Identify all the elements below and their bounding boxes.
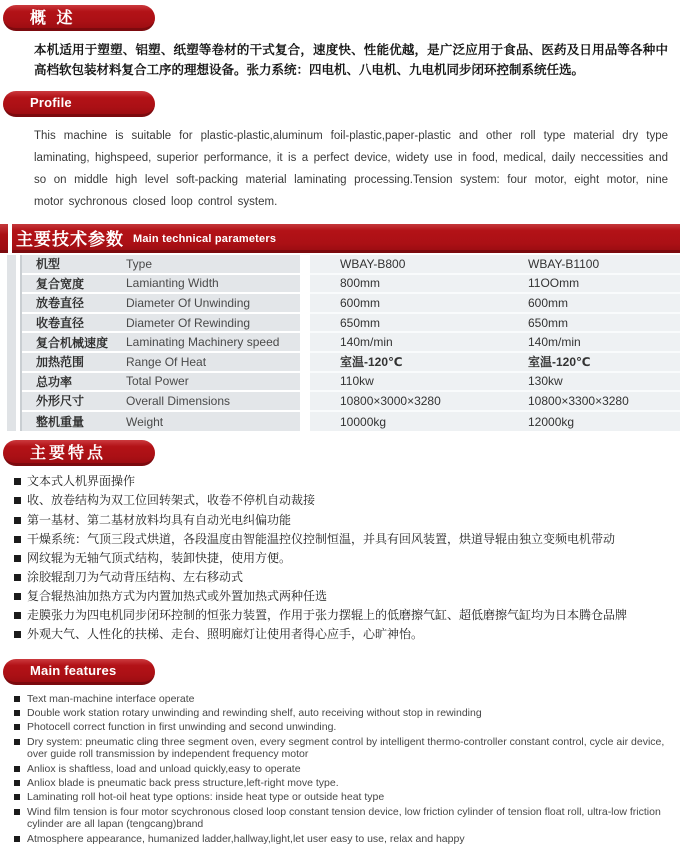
row-label-en: Range Of Heat: [126, 354, 207, 369]
row-value-b800: 600mm: [340, 295, 381, 310]
feature-item: 涂胶辊刮刀为气动背压结构、左右移动式: [14, 570, 670, 586]
row-label-en: Overall Dimensions: [126, 393, 231, 408]
table-row: [22, 294, 680, 314]
profile-text: This machine is suitable for plastic-plastic,aluminum foil-plastic,paper-plastic and other roll type material dry type laminating, highspeed, superior performance, it is a perfect device, widety use in food, medical, daily neccessities and so on middle high level soft-packing material laminating processing.Tension system: four motor, eight motor, nine motor sychronous closed loop control system.: [34, 130, 668, 208]
row-value-b1100: 10800×3300×3280: [528, 393, 629, 408]
bullet-square-icon: [14, 724, 20, 730]
bullet-square-icon: [14, 497, 21, 504]
bullet-square-icon: [14, 809, 20, 815]
feature-item: Atmosphere appearance, humanized ladder,hallway,light,let user easy to use, relax and happy: [14, 833, 670, 845]
row-value-b1100: 600mm: [528, 295, 569, 310]
features-cn-banner: [3, 440, 155, 466]
table-row: [22, 275, 680, 295]
feature-item: 干燥系统：气顶三段式烘道，各段温度由智能温控仪控制恒温，并具有回风装置，烘道导辊由独立变频电机带动: [14, 532, 670, 548]
feature-item: Anliox blade is pneumatic back press structure,left-right move type.: [14, 777, 670, 790]
bullet-square-icon: [14, 574, 21, 581]
features-en-banner-label: Main features: [30, 662, 117, 678]
feature-item: 走膜张力为四电机同步闭环控制的恒张力装置，作用于张力摆辊上的低磨擦气缸、超低磨擦气缸均为日本腾仓品牌: [14, 608, 670, 624]
row-value-b800: 110kw: [340, 374, 374, 389]
features-cn-banner-label: 主要特点: [30, 445, 107, 463]
feature-item: Wind film tension is four motor scychronous closed loop constant tension device, low friction cylinder of tension float roll, ultra-low friction cylinder are all lapan (tengcang)brand: [14, 806, 670, 832]
feature-item: Anliox is shaftless, load and unload quickly,easy to operate: [14, 763, 670, 776]
row-value-b1100: 140m/min: [528, 335, 581, 350]
bullet-square-icon: [14, 836, 20, 842]
overview-text: 本机适用于塑塑、铝塑、纸塑等卷材的干式复合，速度快、性能优越，是广泛应用于食品、医药及日用品等各种中高档软包装材料复合工序的理想设备。张力系统：四电机、八电机、九电机同步闭环控制系统任选。: [34, 43, 668, 77]
overview-banner: [3, 5, 155, 31]
bullet-square-icon: [14, 536, 21, 543]
bullet-square-icon: [14, 794, 20, 800]
row-label-en: Lamianting Width: [126, 276, 219, 291]
row-label-cn: 复合机械速度: [36, 335, 109, 350]
row-label-cn: 机型: [36, 257, 61, 272]
tech-params-title-cn: 主要技术参数: [16, 229, 124, 249]
row-label-en: Diameter Of Unwinding: [126, 295, 251, 310]
row-value-b800: 10800×3000×3280: [340, 393, 441, 408]
row-label-cn: 总功率: [36, 374, 73, 389]
row-label-cn: 复合宽度: [36, 276, 85, 291]
row-value-b1100: 12000kg: [528, 414, 575, 429]
row-label-cn: 收卷直径: [36, 316, 85, 331]
table-row: [22, 412, 680, 432]
table-row: [22, 392, 680, 412]
feature-item: 第一基材、第二基材放料均具有自动光电纠偏功能: [14, 513, 670, 529]
row-label-en: Weight: [126, 414, 164, 429]
bullet-square-icon: [14, 517, 21, 524]
feature-item: 复合辊热油加热方式为内置加热式或外置加热式两种任选: [14, 589, 670, 605]
profile-banner: [3, 91, 155, 117]
bullet-square-icon: [14, 739, 20, 745]
row-value-b800: 室温-120℃: [340, 355, 403, 370]
tech-params-table: [0, 255, 680, 431]
bullet-square-icon: [14, 478, 21, 485]
bullet-square-icon: [14, 593, 21, 600]
row-label-cn: 外形尺寸: [36, 394, 85, 409]
row-label-cn: 加热范围: [36, 355, 85, 370]
row-value-b1100: 650mm: [528, 315, 569, 330]
feature-item: 收、放卷结构为双工位回转架式，收卷不停机自动裁接: [14, 493, 670, 509]
feature-item: 外观大气、人性化的扶梯、走台、照明廊灯让使用者得心应手，心旷神怡。: [14, 627, 670, 643]
table-row: [22, 373, 680, 393]
table-row: [22, 353, 680, 373]
header-notch: [0, 224, 8, 253]
feature-item: Photocell correct function in first unwinding and second unwinding.: [14, 721, 670, 734]
row-value-b1100: 11OOmm: [528, 276, 580, 291]
row-value-b1100: WBAY-B1100: [528, 256, 600, 271]
row-label-en: Diameter Of Rewinding: [126, 315, 251, 330]
row-label-cn: 放卷直径: [36, 296, 85, 311]
features-cn-list: [14, 474, 670, 642]
bullet-square-icon: [14, 612, 21, 619]
bullet-square-icon: [14, 780, 20, 786]
feature-item: Laminating roll hot-oil heat type options: inside heat type or outside heat type: [14, 791, 670, 804]
bullet-square-icon: [14, 696, 20, 702]
features-en-banner: [3, 659, 155, 685]
row-label-en: Laminating Machinery speed: [126, 335, 280, 350]
row-value-b800: 140m/min: [340, 335, 393, 350]
row-value-b800: 10000kg: [340, 414, 387, 429]
features-en-list: [14, 693, 670, 845]
bullet-square-icon: [14, 555, 21, 562]
table-row: [22, 333, 680, 353]
row-value-b1100: 室温-120℃: [528, 355, 591, 370]
overview-banner-label: 概 述: [30, 10, 76, 27]
table-row: [22, 314, 680, 334]
feature-item: Double work station rotary unwinding and rewinding shelf, auto receiving without stop in rewinding: [14, 707, 670, 720]
feature-item: Dry system: pneumatic cling three segment oven, every segment control by intelligent thermo-controller constant control, cycle air device, over guide roll transmission by independent frequency motor: [14, 736, 670, 762]
tech-params-title-en: Main technical parameters: [133, 233, 277, 245]
row-value-b800: WBAY-B800: [340, 256, 406, 271]
bullet-square-icon: [14, 631, 21, 638]
row-label-en: Type: [126, 256, 153, 271]
row-value-b800: 800mm: [340, 276, 381, 291]
row-label-en: Total Power: [126, 374, 189, 389]
row-value-b1100: 130kw: [528, 374, 563, 389]
tech-params-header: [0, 224, 680, 253]
feature-item: Text man-machine interface operate: [14, 693, 670, 706]
row-label-cn: 整机重量: [36, 415, 85, 430]
row-value-b800: 650mm: [340, 315, 381, 330]
feature-item: 网纹辊为无轴气顶式结构，装卸快捷，使用方便。: [14, 551, 670, 567]
bullet-square-icon: [14, 710, 20, 716]
table-left-strip: [7, 255, 16, 431]
feature-item: 文本式人机界面操作: [14, 474, 670, 490]
table-row: [22, 255, 680, 275]
bullet-square-icon: [14, 766, 20, 772]
profile-banner-label: Profile: [30, 95, 72, 110]
